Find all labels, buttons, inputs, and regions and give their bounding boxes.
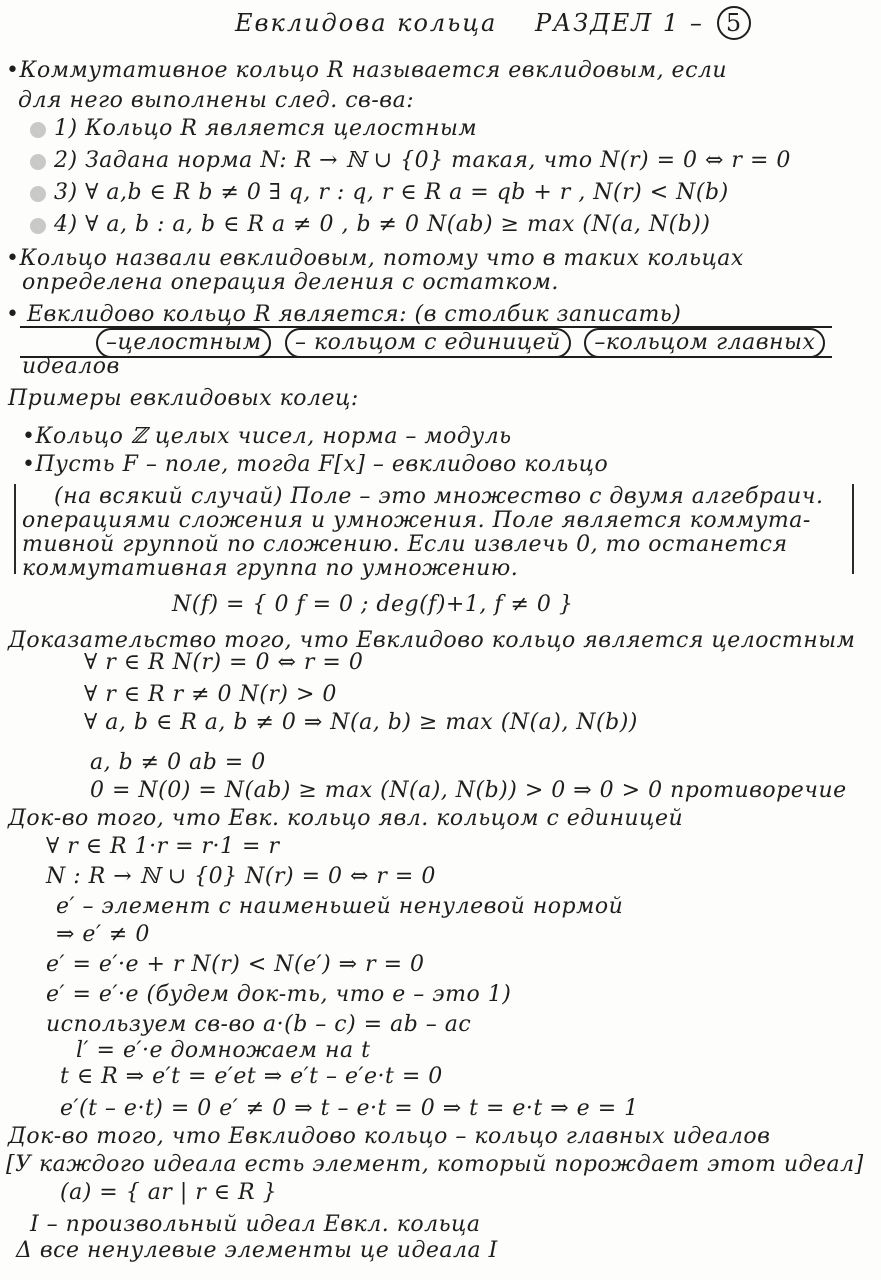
formula-line: l′ = e′·e домножаем на t — [76, 1038, 371, 1063]
text-line: [У каждого идеала есть элемент, который порождает этот идеал] — [6, 1152, 864, 1177]
formula-line: N : R → ℕ ∪ {0} N(r) = 0 ⇔ r = 0 — [46, 864, 436, 889]
title-section: РАЗДЕЛ 1 – — [534, 9, 704, 37]
text-line: Доказательство того, что Евклидово кольцо является целостным — [8, 628, 856, 653]
text-line: 4) ∀ a, b : a, b ∈ R a ≠ 0 , b ≠ 0 N(ab) ≥ max (N(a, N(b)) — [54, 212, 711, 237]
title-number-circle: 5 — [717, 6, 751, 40]
text-line: •Коммутативное кольцо R называется евклидовым, если — [6, 58, 728, 83]
formula-line: N(f) = { 0 f = 0 ; deg(f)+1, f ≠ 0 } — [172, 592, 574, 617]
bullet-dot — [30, 186, 46, 202]
formula-line: e′ = e′·e (будем док-ть, что e – это 1) — [46, 982, 512, 1007]
formula-line: (a) = { ar | r ∈ R } — [60, 1180, 278, 1205]
formula-line: ⇒ e′ ≠ 0 — [56, 922, 150, 947]
text-line: операциями сложения и умножения. Поле является коммута- — [22, 508, 811, 533]
text-line: •Кольцо назвали евклидовым, потому что в таких кольцах — [6, 246, 744, 271]
formula-line: ∀ r ∈ R 1·r = r·1 = r — [46, 834, 280, 859]
text-line: Док-во того, что Евклидово кольцо – кольцо главных идеалов — [8, 1124, 771, 1149]
text-line: (на всякий случай) Поле – это множество с двумя алгебраич. — [54, 484, 824, 509]
text-line: • Евклидово кольцо R является: (в столбик записать) — [6, 302, 682, 327]
formula-line: ∀ r ∈ R N(r) = 0 ⇔ r = 0 — [84, 650, 364, 675]
text-line: идеалов — [22, 354, 120, 379]
property-pill: –кольцом главных — [584, 328, 825, 358]
properties-row — [96, 328, 831, 358]
text-line: 1) Кольцо R является целостным — [54, 116, 478, 141]
title-main: Евклидова кольца — [235, 9, 498, 37]
formula-line: t ∈ R ⇒ e′t = e′et ⇒ e′t – e′e·t = 0 — [60, 1064, 443, 1089]
text-line: 2) Задана норма N: R → ℕ ∪ {0} такая, что N(r) = 0 ⇔ r = 0 — [54, 148, 791, 173]
text-line: •Кольцо ℤ целых чисел, норма – модуль — [22, 424, 512, 449]
text-line: e′ – элемент с наименьшей ненулевой нормой — [56, 894, 624, 919]
formula-line: ∀ a, b ∈ R a, b ≠ 0 ⇒ N(a, b) ≥ max (N(a), N(b)) — [84, 710, 638, 735]
formula-line: e′(t – e·t) = 0 e′ ≠ 0 ⇒ t – e·t = 0 ⇒ t = e·t ⇒ e = 1 — [60, 1096, 639, 1121]
bullet-dot — [30, 154, 46, 170]
text-line: I – произвольный идеал Евкл. кольца — [30, 1212, 481, 1237]
text-line: тивной группой по сложению. Если извлечь 0, то останется — [22, 532, 788, 557]
formula-line: ∀ r ∈ R r ≠ 0 N(r) > 0 — [84, 682, 337, 707]
text-line: определена операция деления с остатком. — [22, 270, 559, 295]
formula-line: 0 = N(0) = N(ab) ≥ max (N(a), N(b)) > 0 ⇒ 0 > 0 противоречие — [90, 778, 847, 803]
text-line: 3) ∀ a,b ∈ R b ≠ 0 ∃ q, r : q, r ∈ R a = qb + r , N(r) < N(b) — [54, 180, 729, 205]
text-line: Док-во того, что Евк. кольцо явл. кольцом с единицей — [8, 806, 684, 831]
property-pill: – кольцом с единицей — [285, 328, 571, 358]
text-line: Δ все ненулевые элементы це идеала I — [16, 1238, 498, 1263]
property-pill: –целостным — [96, 328, 271, 358]
formula-line: e′ = e′·e + r N(r) < N(e′) ⇒ r = 0 — [46, 952, 425, 977]
text-line: коммутативная группа по умножению. — [22, 556, 519, 581]
bullet-dot — [30, 218, 46, 234]
text-line: для него выполнены след. св-ва: — [18, 88, 415, 113]
text-line: используем св-во a·(b – c) = ab – ac — [46, 1012, 472, 1037]
section-heading: Примеры евклидовых колец: — [8, 386, 359, 411]
bullet-dot — [30, 122, 46, 138]
page-title — [235, 6, 751, 40]
formula-line: a, b ≠ 0 ab = 0 — [90, 750, 266, 775]
text-line: •Пусть F – поле, тогда F[x] – евклидово кольцо — [22, 452, 609, 477]
